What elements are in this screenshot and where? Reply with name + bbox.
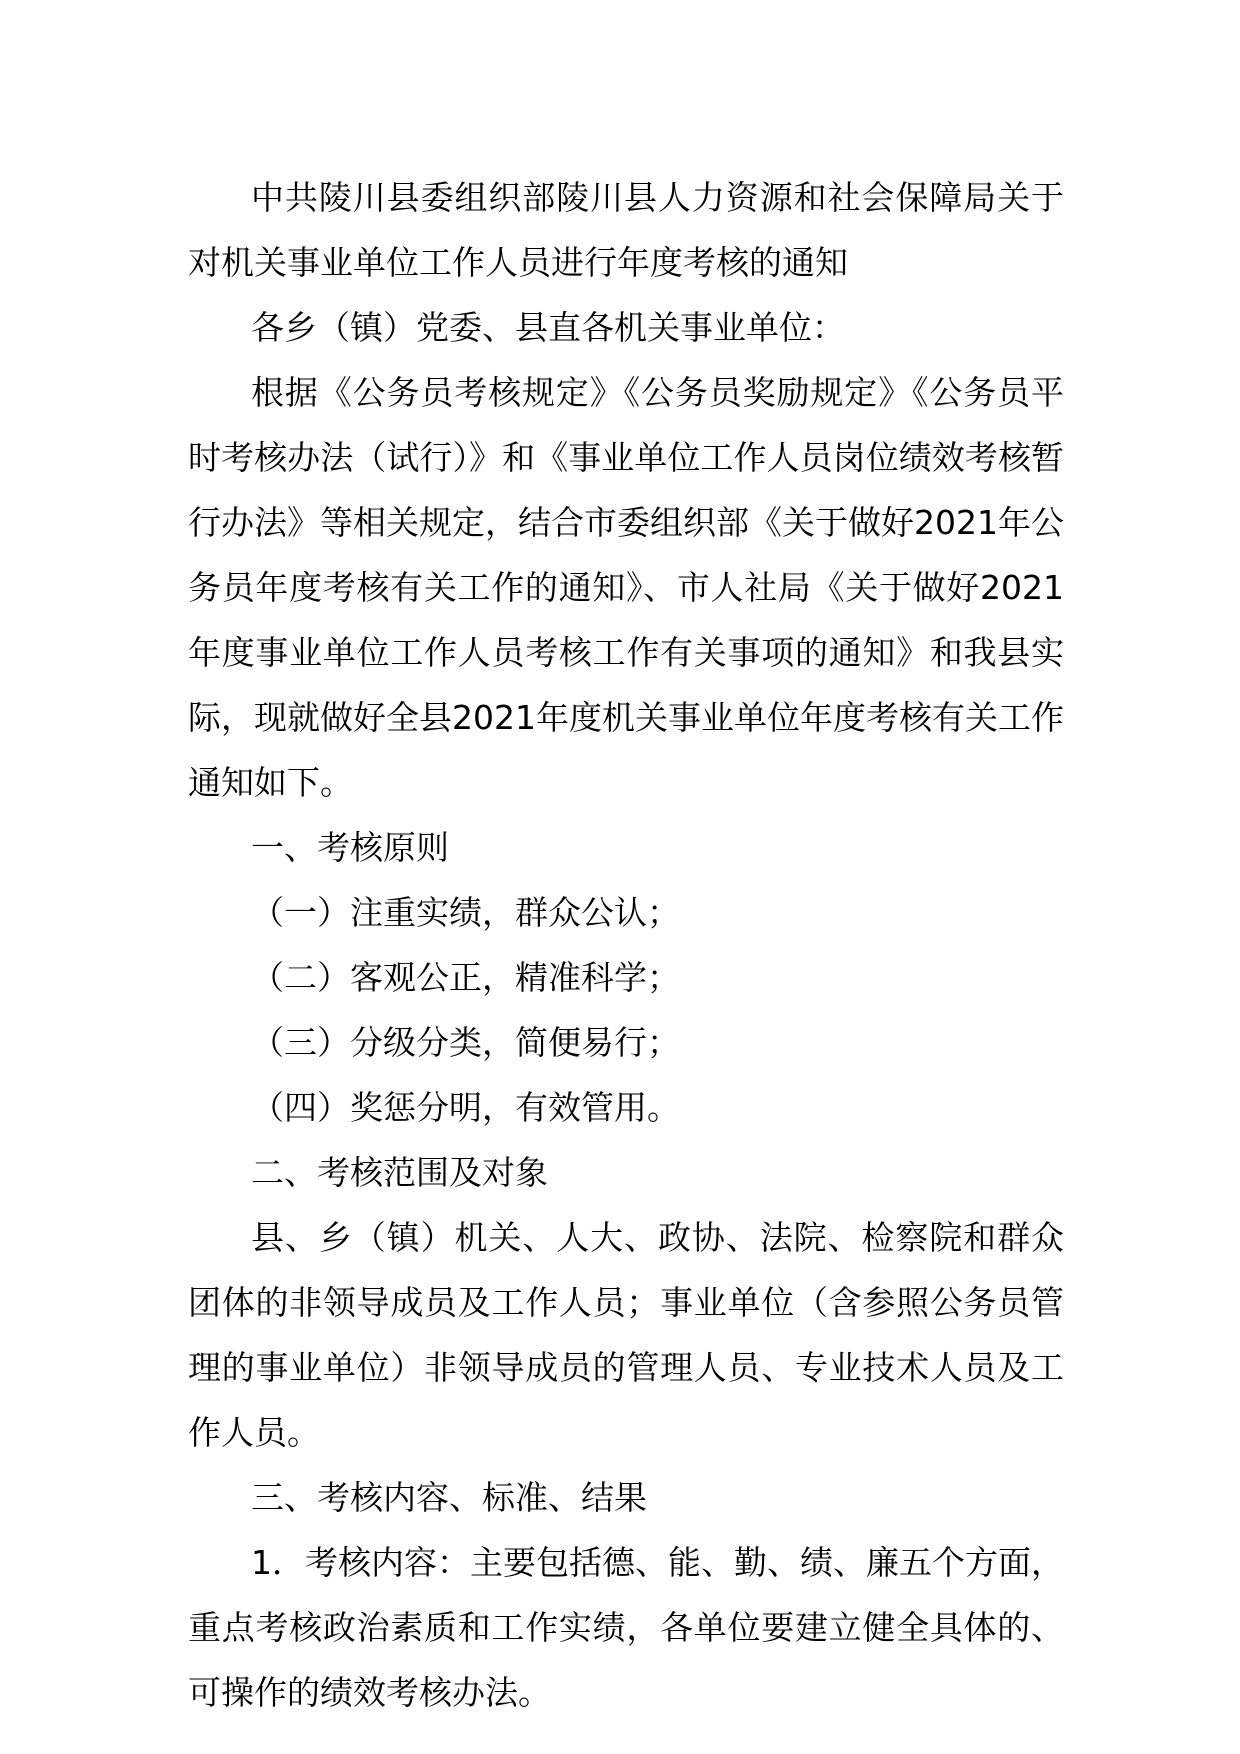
- intro-paragraph: 根据《公务员考核规定》《公务员奖励规定》《公务员平时考核办法（试行）》和《事业单位工作人员岗位绩效考核暂行办法》等相关规定，结合市委组织部《关于做好2021年公务员年度考核有关工作的通知》、市人社局《关于做好2021年度事业单位工作人员考核工作有关事项的通知》和我县实际，现就做好全县2021年度机关事业单位年度考核有关工作通知如下。: [188, 373, 1064, 802]
- salutation: 各乡（镇）党委、县直各机关事业单位：: [251, 308, 845, 347]
- principle-item-3: （三）分级分类，简便易行；: [251, 1023, 680, 1062]
- document-page: [188, 165, 1064, 1725]
- scope-paragraph: 县、乡（镇）机关、人大、政协、法院、检察院和群众团体的非领导成员及工作人员；事业单位（含参照公务员管理的事业单位）非领导成员的管理人员、专业技术人员及工作人员。: [188, 1218, 1064, 1452]
- section-heading-principles: 一、考核原则: [251, 828, 449, 867]
- content-item-1: 1．考核内容：主要包括德、能、勤、绩、廉五个方面，重点考核政治素质和工作实绩，各单位要建立健全具体的、可操作的绩效考核办法。: [188, 1543, 1064, 1712]
- principle-item-4: （四）奖惩分明，有效管用。: [251, 1088, 680, 1127]
- principle-item-2: （二）客观公正，精准科学；: [251, 958, 680, 997]
- section-heading-scope: 二、考核范围及对象: [251, 1153, 548, 1192]
- section-heading-content: 三、考核内容、标准、结果: [251, 1478, 647, 1517]
- principle-item-1: （一）注重实绩，群众公认；: [251, 893, 680, 932]
- document-title: 中共陵川县委组织部陵川县人力资源和社会保障局关于对机关事业单位工作人员进行年度考核的通知: [188, 178, 1064, 282]
